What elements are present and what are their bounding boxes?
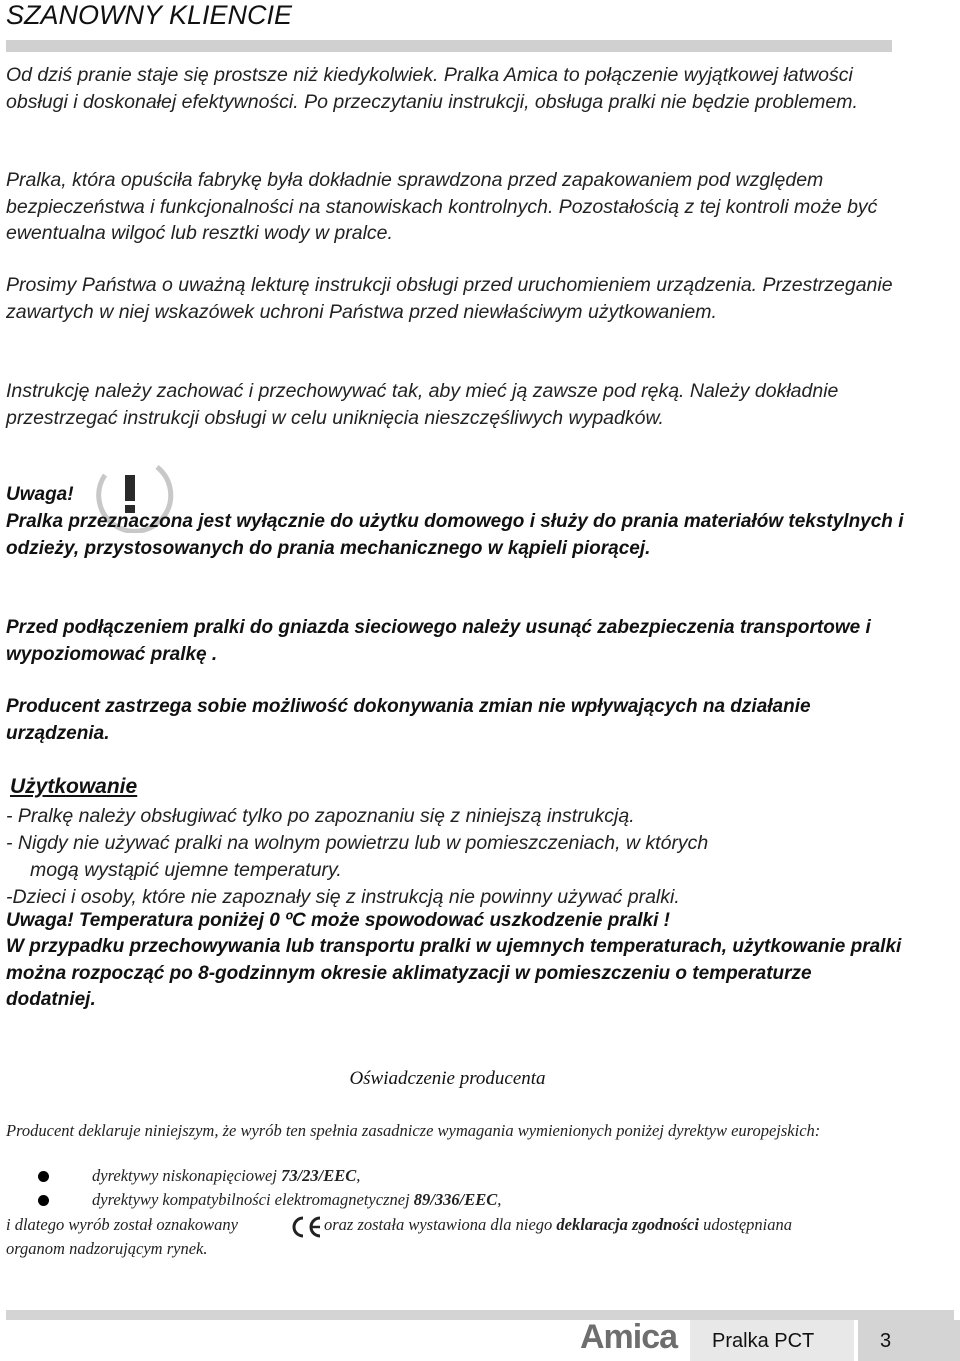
usage-line-1: - Pralkę należy obsługiwać tylko po zapoznaniu się z niniejszą instrukcją.	[6, 805, 635, 827]
declaration-closing-a: i dlatego wyrób został oznakowany	[6, 1215, 238, 1234]
usage-heading: Użytkowanie	[10, 775, 138, 798]
warning-label: Uwaga!	[6, 484, 74, 505]
brand-logo: Amica	[580, 1318, 678, 1356]
usage-warning-label: Uwaga!	[6, 910, 74, 931]
usage-line-3: -Dzieci i osoby, które nie zapoznały się z instrukcją nie powinny używać pralki.	[6, 886, 680, 908]
intro-paragraph-3: Prosimy Państwa o uważną lekturę instrukcji obsługi przed uruchomieniem urządzenia. Przestrzeganie zawartych w niej wskazówek uchroni Państwa przed niewłaściwym użytkowaniem.	[6, 274, 893, 323]
declaration-heading: Oświadczenie producenta	[349, 1068, 546, 1089]
declaration-closing-b: oraz została wystawiona dla niego deklaracja zgodności udostępniana	[324, 1215, 792, 1234]
warning-text-2: Przed podłączeniem pralki do gniazda sieciowego należy usunąć zabezpieczenia transportowe i wypoziomować pralkę .	[6, 617, 871, 665]
intro-paragraph-4: Instrukcję należy zachować i przechowywać tak, aby mieć ją zawsze pod ręką. Należy dokładnie przestrzegać instrukcji obsługi w celu uniknięcia nieszczęśliwych wypadków.	[6, 380, 839, 429]
warning-text-3: Producent zastrzega sobie możliwość dokonywania zmian nie wpływających na działanie urządzenia.	[6, 696, 811, 744]
usage-warning-bold: W przypadku przechowywania lub transportu pralki w ujemnych temperaturach, użytkowanie pralki można rozpocząć po 8-godzinnym okresie aklimatyzacji w pomieszczeniu o temperaturze dodatniej.	[6, 936, 902, 1010]
page-title: SZANOWNY KLIENCIE	[6, 0, 293, 30]
footer-model: Pralka PCT	[712, 1330, 815, 1352]
footer-page-box	[858, 1320, 960, 1361]
warning-text-1: Pralka przeznaczona jest wyłącznie do użytku domowego i służy do prania materiałów tekstylnych i odzieży, przystosowanych do prania mechanicznego w kąpieli piorącej.	[6, 511, 904, 559]
bullet-dot	[38, 1171, 49, 1182]
usage-line-2b: mogą wystąpić ujemne temperatury.	[30, 859, 342, 881]
directive-emc: dyrektywy kompatybilności elektromagnetycznej 89/336/EEC,	[92, 1190, 502, 1209]
directive-low-voltage: dyrektywy niskonapięciowej 73/23/EEC,	[92, 1166, 361, 1185]
footer-bar	[6, 1310, 954, 1320]
usage-line-2: - Nigdy nie używać pralki na wolnym powietrzu lub w pomieszczeniach, w których	[6, 832, 709, 854]
declaration-closing-d: organom nadzorującym rynek.	[6, 1239, 208, 1258]
declaration-intro: Producent deklaruje niniejszym, że wyrób ten spełnia zasadnicze wymagania wymienionych poniżej dyrektyw europejskich:	[6, 1121, 821, 1140]
usage-warning	[6, 908, 906, 935]
ce-mark-icon	[288, 1215, 324, 1239]
title-rule	[6, 40, 892, 52]
intro-paragraph-1: Od dziś pranie staje się prostsze niż kiedykolwiek. Pralka Amica to połączenie wyjątkowej łatwości obsługi i doskonałej efektywności. Po przeczytaniu instrukcji, obsługa pralki nie będzie problemem.	[6, 64, 858, 113]
usage-warning-text: Temperatura poniżej 0 ºC może spowodować uszkodzenie pralki !	[78, 910, 670, 931]
page-number: 3	[880, 1330, 892, 1352]
bullet-dot	[38, 1195, 49, 1206]
intro-paragraph-2: Pralka, która opuściła fabrykę była dokładnie sprawdzona przed zapakowaniem pod względem bezpieczeństwa i funkcjonalności na stanowiskach kontrolnych. Pozostałością z tej kontroli może być ewentualna wilgoć lub resztki wody w pralce.	[6, 169, 878, 244]
